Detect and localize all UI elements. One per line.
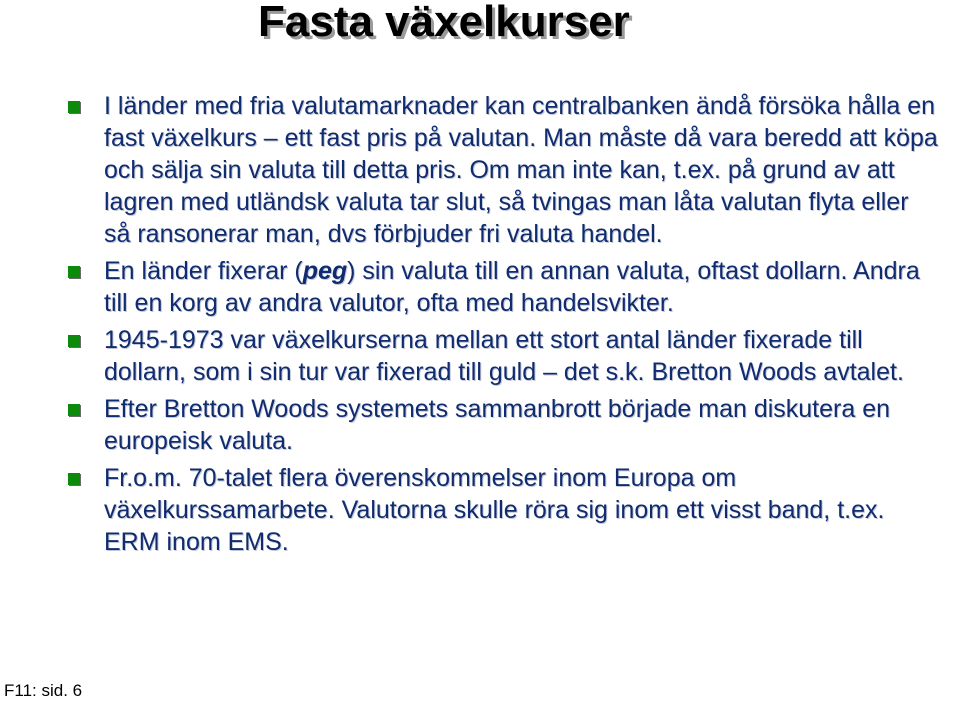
bullet-text-after: ) sin valuta till en annan valuta, oftast dollarn. Andra till en korg av andra valutor, ofta med handelsvikter. [104, 257, 920, 317]
slide-title: Fasta växelkurser [258, 0, 630, 46]
bullet-text: Efter Bretton Woods systemets sammanbrott började man diskutera en europeisk valuta. [104, 395, 891, 455]
square-bullet-icon [68, 101, 80, 113]
slide-footer: F11: sid. 6 [4, 681, 83, 700]
bullet-item [60, 255, 940, 319]
bullet-item [60, 90, 940, 250]
square-bullet-icon [68, 266, 80, 278]
bullet-item [60, 324, 940, 388]
bullet-text: Fr.o.m. 70-talet flera överenskommelser inom Europa om växelkurssamarbete. Valutorna skulle röra sig inom ett visst band, t.ex. ERM inom EMS. [104, 464, 885, 556]
bullet-text-emphasis: peg [302, 257, 348, 285]
bullet-list [60, 90, 940, 563]
bullet-text: 1945-1973 var växelkurserna mellan ett stort antal länder fixerade till dollarn, som i sin tur var fixerad till guld – det s.k. Bretton Woods avtalet. [104, 326, 904, 386]
square-bullet-icon [68, 473, 80, 485]
square-bullet-icon [68, 404, 80, 416]
bullet-item [60, 393, 940, 457]
square-bullet-icon [68, 335, 80, 347]
bullet-text-before: En länder fixerar ( [104, 257, 303, 285]
bullet-item [60, 462, 940, 558]
bullet-text: I länder med fria valutamarknader kan centralbanken ändå försöka hålla en fast växelkurs – ett fast pris på valutan. Man måste då vara beredd att köpa och sälja sin valuta till detta pris. Om man inte kan, t.ex. på grund av att lagren med utländsk valuta tar slut, så tvingas man låta valutan flyta eller så ransonerar man, dvs förbjuder fri valuta handel. [104, 92, 938, 248]
